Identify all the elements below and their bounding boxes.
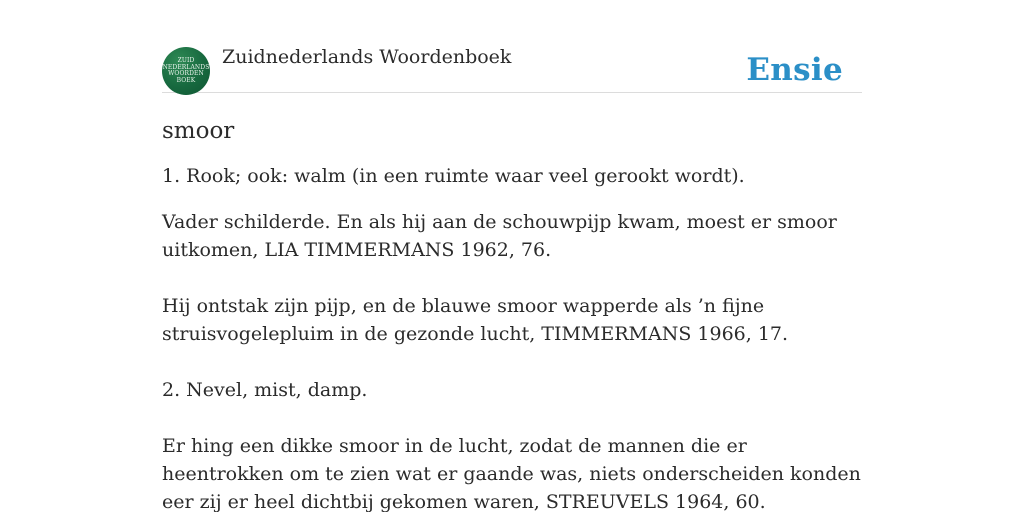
example-quote-2: Hij ontstak zijn pijp, en de blauwe smoor wapperde als ’n fijne struisvogelepluim in de gezonde lucht, TIMMERMANS 1966, 17. bbox=[162, 295, 789, 345]
example-quote-1: Vader schilderde. En als hij aan de schouwpijp kwam, moest er smoor uitkomen, LIA TIMMERMANS 1962, 76. bbox=[162, 211, 837, 261]
logo-text-line: WOORDEN bbox=[168, 70, 204, 77]
site-name-link[interactable]: Zuidnederlands Woordenboek bbox=[222, 46, 512, 68]
logo-text-line: BOEK bbox=[176, 76, 196, 84]
site-header bbox=[162, 46, 862, 93]
entry-headword: smoor bbox=[162, 118, 235, 144]
definition-2: 2. Nevel, mist, damp. bbox=[162, 379, 368, 401]
logo-text-line: ZUID bbox=[177, 57, 195, 64]
example-quote-3: Er hing een dikke smoor in de lucht, zodat de mannen die er heentrokken om te zien wat er gaande was, niets onderscheiden konden eer zij er heel dichtbij gekomen waren, STREUVELS 1964, 60. bbox=[162, 435, 861, 512]
dictionary-logo[interactable] bbox=[162, 47, 210, 95]
ensie-brand-link[interactable]: Ensie bbox=[746, 52, 843, 88]
entry-content bbox=[162, 114, 862, 512]
logo-text-line: NEDERLANDS bbox=[162, 63, 210, 71]
definition-1: 1. Rook; ook: walm (in een ruimte waar veel gerookt wordt). bbox=[162, 165, 745, 187]
